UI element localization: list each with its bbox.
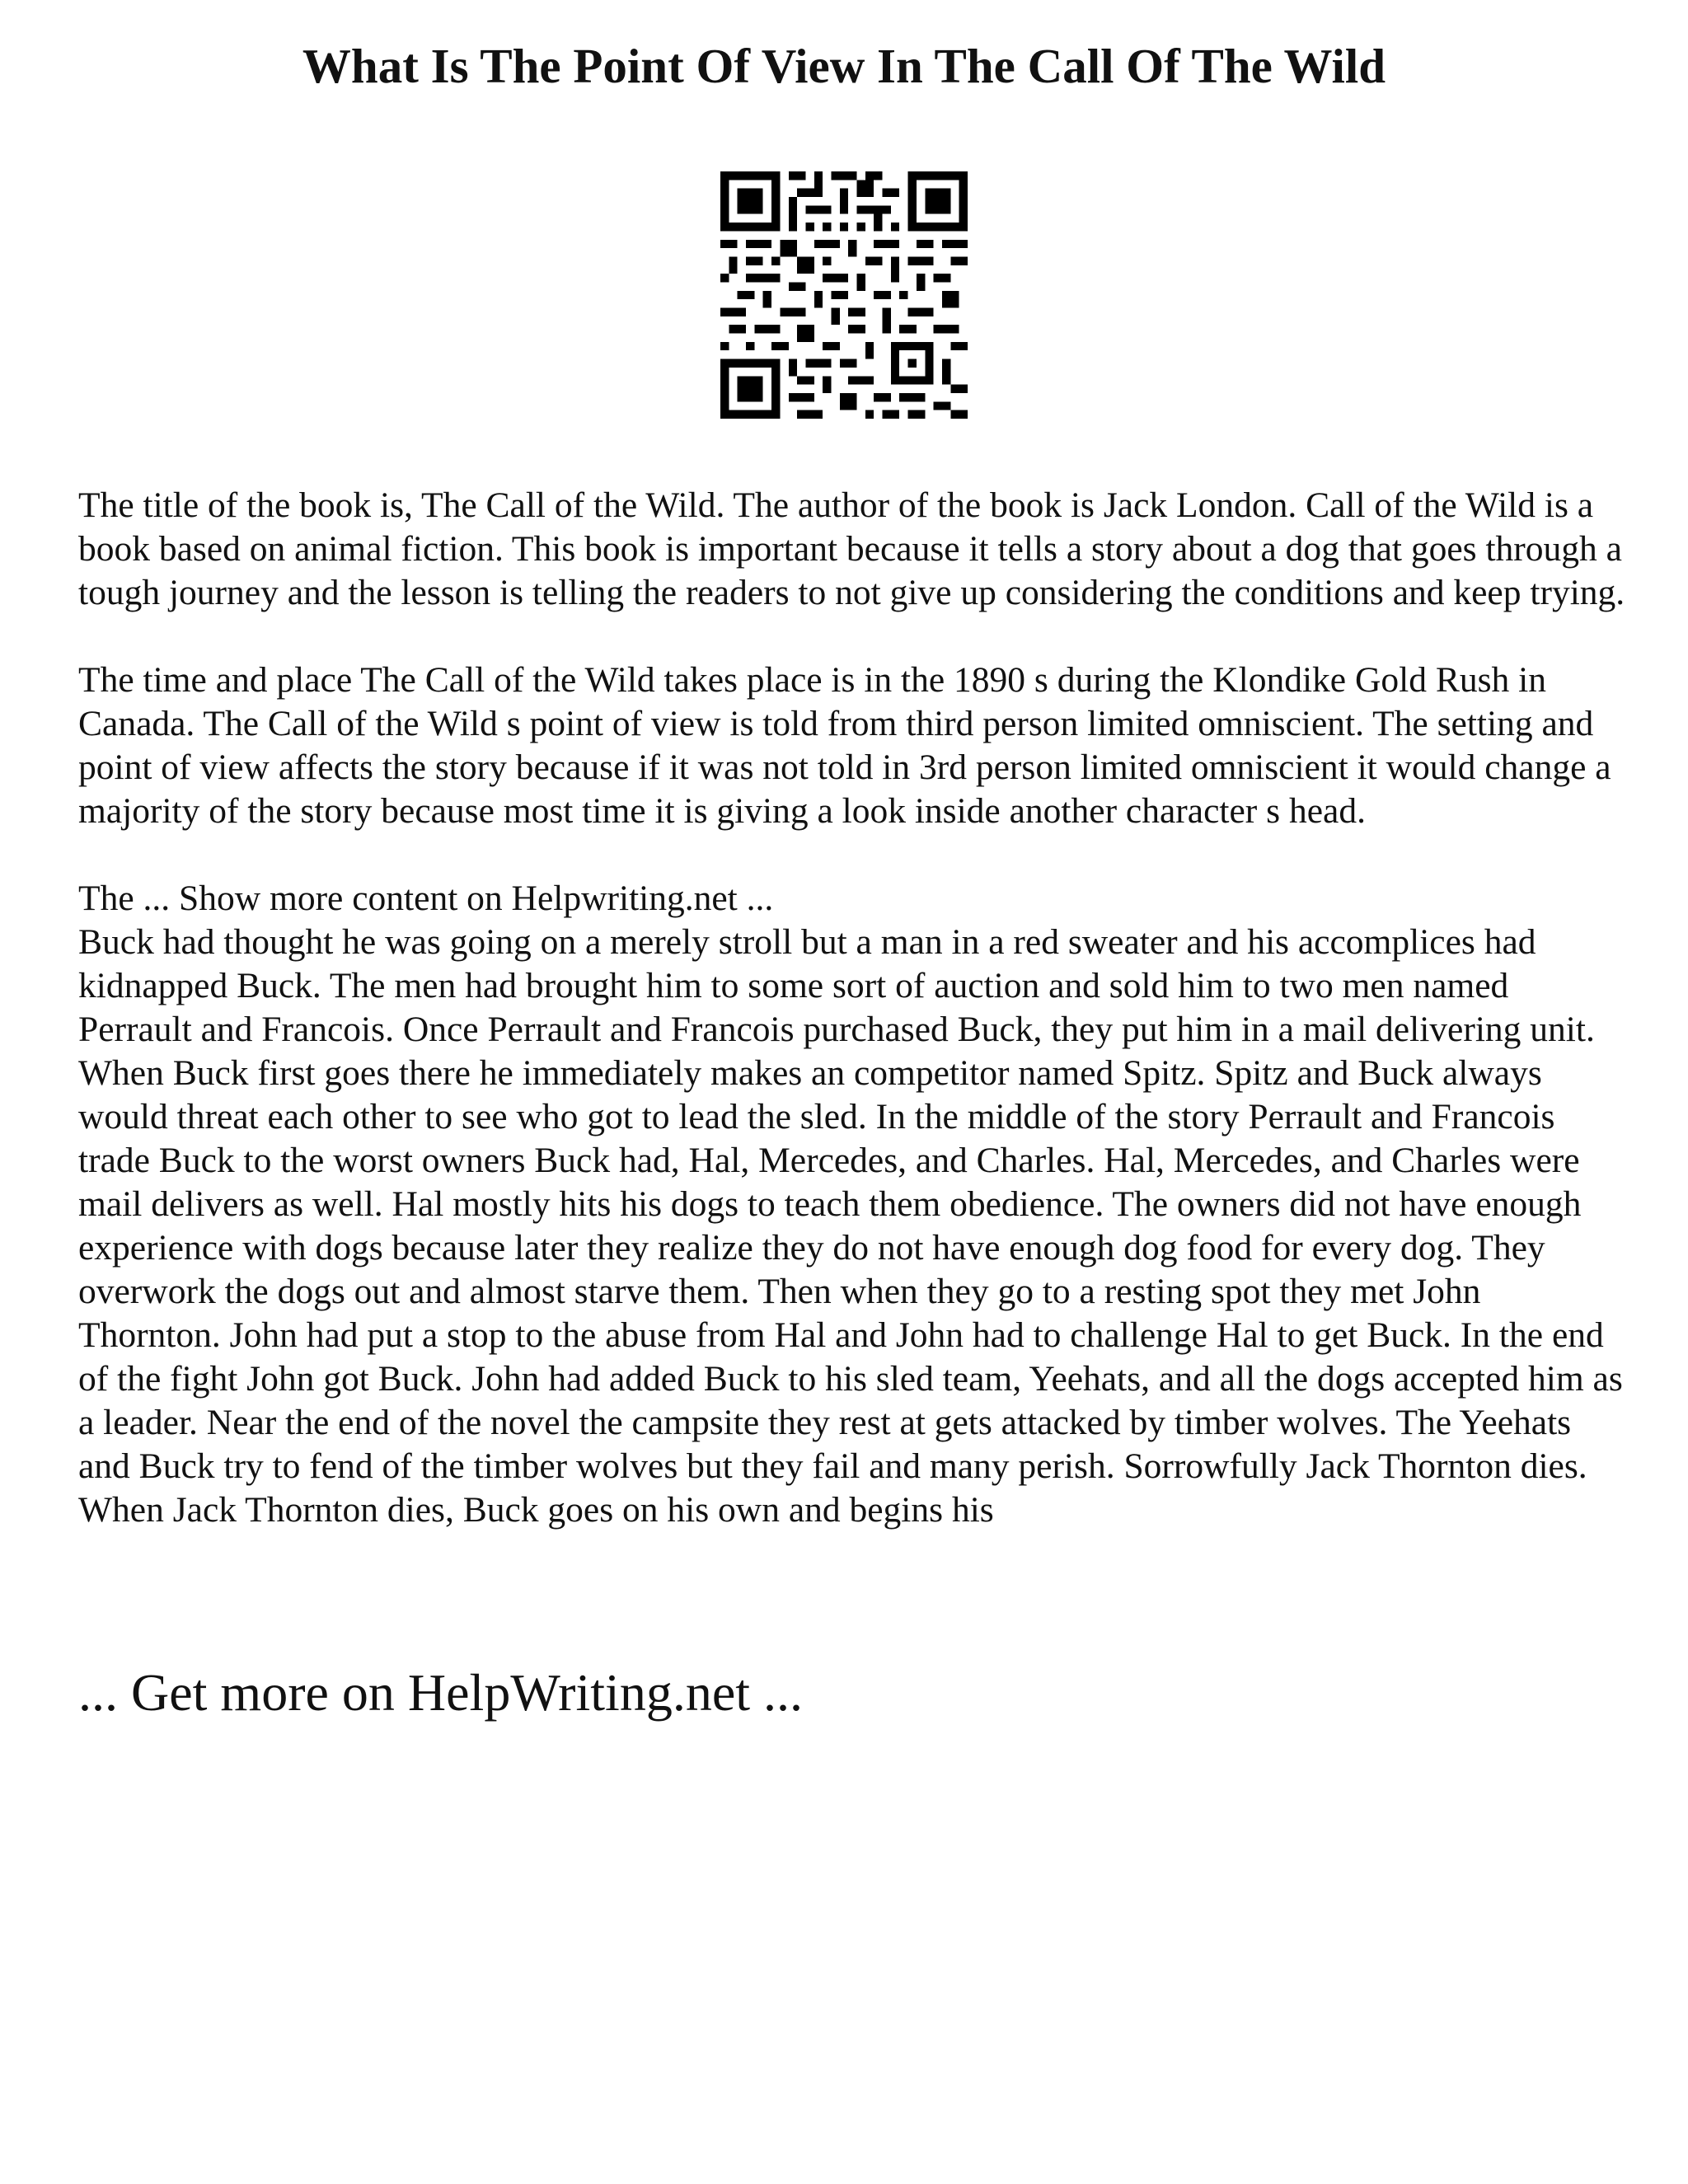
paragraph-summary: Buck had thought he was going on a merely stroll but a man in a red sweater and his accomplices had kidnapped Buck. The men had brought him to some sort of auction and sold him to two men named Perrault and Francois. Once Perrault and Francois purchased Buck, they put him in a mail delivering unit. When Buck first goes there he immediately makes an competitor named Spitz. Spitz and Buck always would threat each other to see who got to lead the sled. In the middle of the story Perrault and Francois trade Buck to the worst owners Buck had, Hal, Mercedes, and Charles. Hal, Mercedes, and Charles were mail delivers as well. Hal mostly hits his dogs to teach them obedience. The owners did not have enough experience with dogs because later they realize they do not have enough dog food for every dog. They overwork the dogs out and almost starve them. Then when they go to a resting spot they met John Thornton. John had put a stop to the abuse from Hal and John had to challenge Hal to get Buck. In the end of the fight John got Buck. John had added Buck to his sled team, Yeehats, and all the dogs accepted him as a leader. Near the end of the novel the campsite they rest at gets attacked by timber wolves. The Yeehats and Buck try to fend of the timber wolves but they fail and many perish. Sorrowfully Jack Thornton dies. When Jack Thornton dies, Buck goes on his own and begins his: [78, 922, 1623, 1530]
qr-code-icon[interactable]: [720, 171, 968, 419]
document-title: What Is The Point Of View In The Call Of The Wild: [302, 39, 1386, 93]
show-more-link[interactable]: The ... Show more content on Helpwriting.net ...: [78, 879, 774, 918]
qr-code-graphic: [720, 171, 968, 419]
document-body: [78, 484, 1628, 1532]
paragraph-intro: The title of the book is, The Call of the Wild. The author of the book is Jack London. Call of the Wild is a book based on animal fiction. This book is important because it tells a story about a dog that goes through a tough journey and the lesson is telling the readers to not give up considering the conditions and keep trying.: [78, 485, 1625, 612]
paragraph-setting: The time and place The Call of the Wild takes place is in the 1890 s during the Klondike Gold Rush in Canada. The Call of the Wild s point of view is told from third person limited omniscient. The setting and point of view affects the story because if it was not told in 3rd person limited omniscient it would change a majority of the story because most time it is giving a look inside another character s head.: [78, 660, 1611, 831]
get-more-link[interactable]: ... Get more on HelpWriting.net ...: [78, 1663, 803, 1722]
